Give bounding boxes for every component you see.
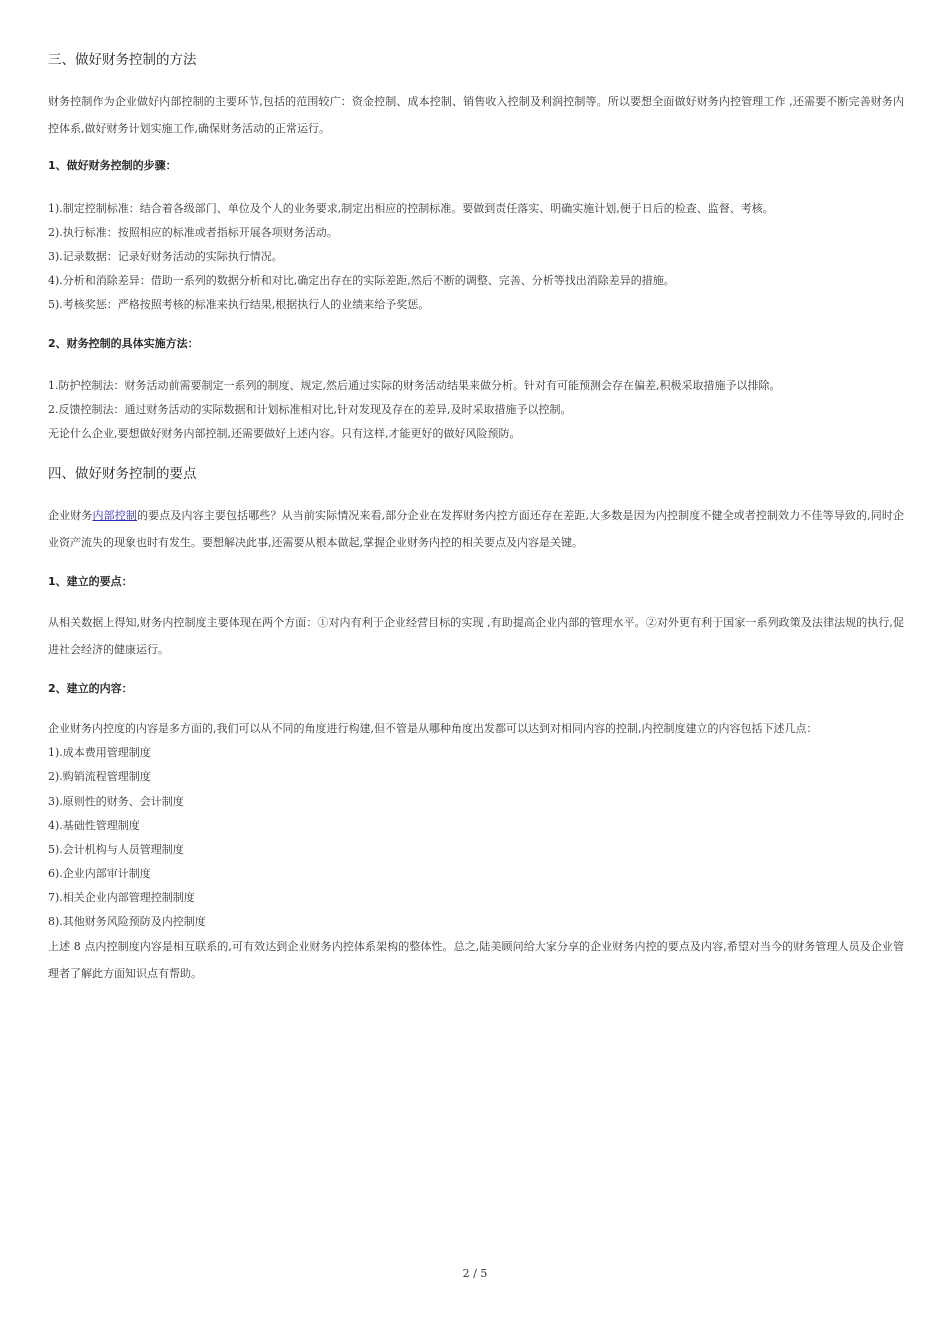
section-3-sub2-title: 2、财务控制的具体实施方法： (48, 337, 199, 350)
list-item: 5).会计机构与人员管理制度 (48, 843, 184, 856)
list-item: 1).制定控制标准：结合着各级部门、单位及个人的业务要求,制定出相应的控制标准。要做到责任落实、明确实施计划,便于日后的检查、监督、考核。 (48, 202, 774, 215)
section-4-sub1-title: 1、建立的要点： (48, 575, 133, 588)
list-item: 5).考核奖惩：严格按照考核的标准来执行结果,根据执行人的业绩来给予奖惩。 (48, 298, 430, 311)
list-item: 2).执行标准：按照相应的标准或者指标开展各项财务活动。 (48, 226, 338, 239)
section-4-sub1-text: 从相关数据上得知,财务内控制度主要体现在两个方面：①对内有利于企业经营目标的实现 ,有助提高企业内部的管理水平。②对外更有利于国家一系列政策及法律法规的执行,促进社会经济的健康运行。 (48, 616, 904, 656)
list-item: 1).成本费用管理制度 (48, 746, 151, 759)
list-item: 6).企业内部审计制度 (48, 867, 151, 880)
paragraph: 无论什么企业,要想做好财务内部控制,还需要做好上述内容。只有这样,才能更好的做好风险预防。 (48, 427, 521, 440)
list-item: 2).购销流程管理制度 (48, 770, 151, 783)
paragraph: 企业财务内控度的内容是多方面的,我们可以从不同的角度进行构建,但不管是从哪种角度出发都可以达到对相同内容的控制,内控制度建立的内容包括下述几点： (48, 722, 818, 735)
list-item: 7).相关企业内部管理控制制度 (48, 891, 195, 904)
section-4-intro (48, 502, 904, 556)
section-4-closing: 上述 8 点内控制度内容是相互联系的,可有效达到企业财务内控体系架构的整体性。总之,陆美顾问给大家分享的企业财务内控的要点及内容,希望对当今的财务管理人员及企业管理者了解此方面知识点有帮助。 (48, 940, 904, 980)
section-3-sub1-title: 1、做好财务控制的步骤： (48, 159, 177, 172)
list-item: 3).记录数据：记录好财务活动的实际执行情况。 (48, 250, 283, 263)
section-4-sub2-title: 2、建立的内容： (48, 682, 133, 695)
list-item: 4).基础性管理制度 (48, 819, 140, 832)
list-item: 3).原则性的财务、会计制度 (48, 795, 184, 808)
section-3-intro: 财务控制作为企业做好内部控制的主要环节,包括的范围较广：资金控制、成本控制、销售收入控制及利润控制等。所以要想全面做好财务内控管理工作 ,还需要不断完善财务内控体系,做好财务计划实施工作,确保财务活动的正常运行。 (48, 95, 904, 135)
internal-control-link[interactable]: 内部控制 (92, 509, 137, 522)
intro-text: 企业财务 (48, 509, 93, 522)
list-item: 2.反馈控制法：通过财务活动的实际数据和计划标准相对比,针对发现及存在的差异,及时采取措施予以控制。 (48, 403, 572, 416)
list-item: 4).分析和消除差异：借助一系列的数据分析和对比,确定出存在的实际差距,然后不断的调整、完善、分析等找出消除差异的措施。 (48, 274, 675, 287)
list-item: 8).其他财务风险预防及内控制度 (48, 915, 206, 928)
intro-text: 的要点及内容主要包括哪些？从当前实际情况来看,部分企业在发挥财务内控方面还存在差距,大多数是因为内控制度不健全或者控制效力不佳等导致的,同时企业资产流失的现象也时有发生。要想解决此事,还需要从根本做起,掌握企业财务内控的相关要点及内容是关键。 (48, 509, 905, 549)
section-3-title: 三、做好财务控制的方法 (48, 52, 197, 68)
page-indicator: 2 / 5 (462, 1267, 488, 1280)
list-item: 1.防护控制法：财务活动前需要制定一系列的制度、规定,然后通过实际的财务活动结果来做分析。针对有可能预测会存在偏差,积极采取措施予以排除。 (48, 379, 781, 392)
section-4-title: 四、做好财务控制的要点 (48, 466, 197, 482)
